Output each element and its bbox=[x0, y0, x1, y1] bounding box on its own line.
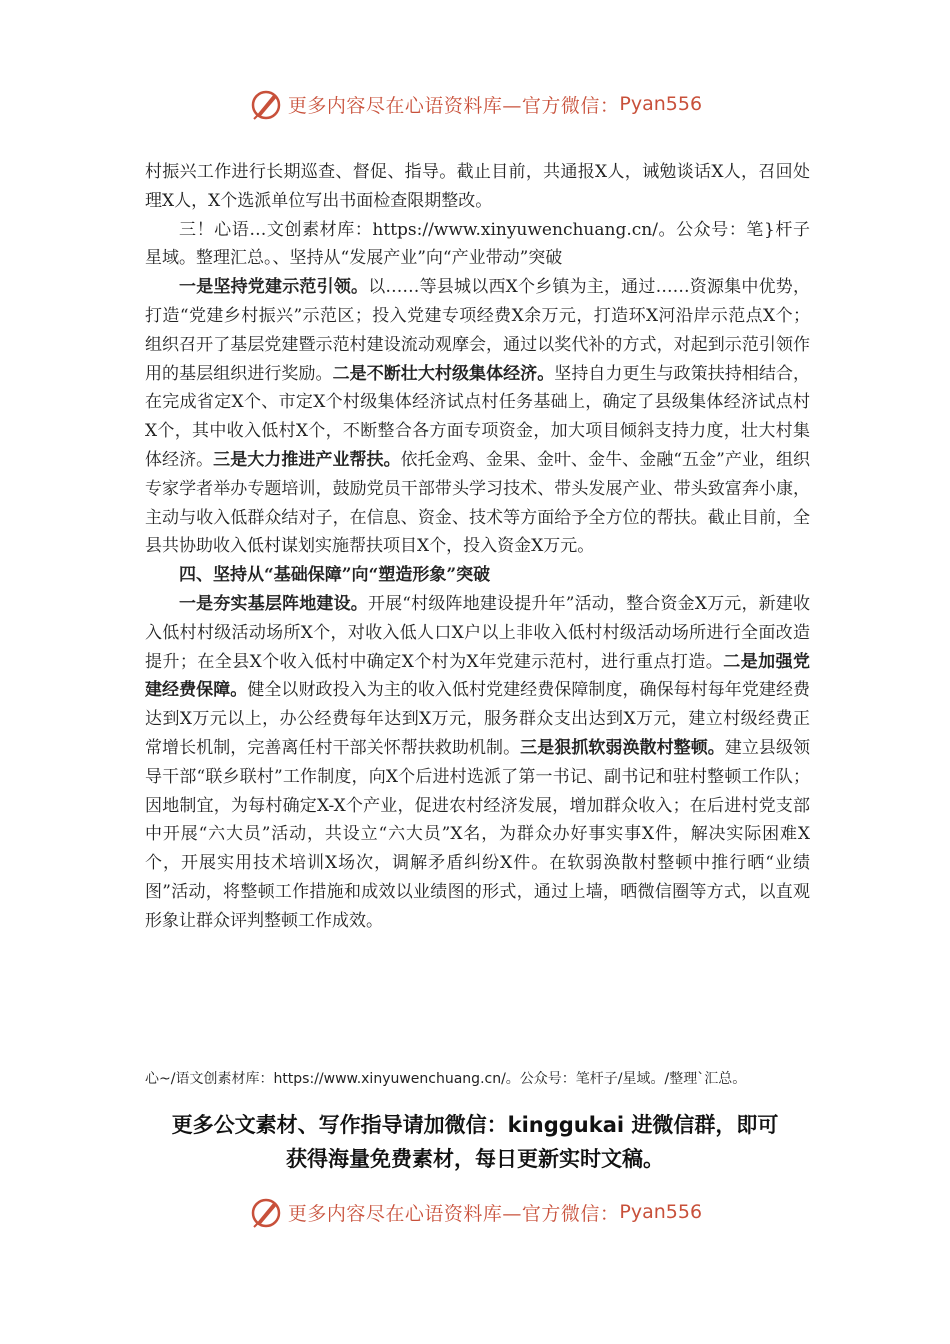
banner-text: 更多内容尽在心语资料库—官方微信： bbox=[287, 94, 620, 117]
paragraph bbox=[145, 590, 810, 936]
bold-heading-text: 四、坚持从“基础保障”向“塑造形象”突破 bbox=[179, 565, 491, 586]
paragraph bbox=[145, 158, 810, 216]
paragraph-text: 以……等县城以西X个乡镇为主，通过……资源集中优势，打造“党建乡村振兴”示范区；投入党建专项经费X余万元，打造环X河沿岸示范点X个；组织召开了基层党建暨示范村建设流动观摩会，通过以奖代补的方式，对起到示范引领作用的基层组织进行奖励。 bbox=[145, 277, 810, 384]
paragraph-text: 建立县级领导干部“联乡联村”工作制度，向X个后进村选派了第一书记、副书记和驻村整顿工作队；因地制宜，为每村确定X-X个产业，促进农村经济发展，增加群众收入；在后进村党支部中开展“六大员”活动，共设立“六大员”X名，为群众办好事实事X件，解决实际困难X个，开展实用技术培训X场次，调解矛盾纠纷X件。在软弱涣散村整顿中推行晒“业绩图”活动，将整顿工作措施和成效以业绩图的形式，通过上墙，晒微信圈等方式，以直观形象让群众评判整顿工作成效。 bbox=[145, 737, 811, 931]
paragraph-text: 健全以财政投入为主的收入低村党建经费保障制度，确保每村每年党建经费达到X万元以上，办公经费每年达到X万元，服务群众支出达到X万元，建立村级经费正常增长机制，完善离任村干部关怀帮扶救助机制。 bbox=[145, 680, 811, 758]
paragraph-text: 村振兴工作进行长期巡查、督促、指导。截止目前，共通报X人，诫勉谈话X人，召回处理X人，X个选派单位写出书面检查限期整改。 bbox=[145, 162, 810, 211]
bold-heading-text: 一是坚持党建示范引领。 bbox=[179, 277, 369, 298]
footer-banner bbox=[0, 1190, 950, 1234]
bold-heading-text: 二是加强党建经费保障。 bbox=[145, 651, 811, 701]
quill-logo-icon bbox=[248, 1194, 284, 1230]
banner-text: 更多内容尽在心语资料库—官方微信： bbox=[287, 1202, 620, 1225]
paragraph bbox=[145, 216, 810, 274]
banner-wechat-id: Pyan556 bbox=[619, 1201, 703, 1223]
promo-line-1: 更多公文素材、写作指导请加微信：kinggukai 进微信群，即可 bbox=[171, 1113, 779, 1137]
bold-heading-text: 三是大力推进产业帮扶。 bbox=[213, 449, 401, 470]
footnote: 心~/语文创素材库：https://www.xinyuwenchuang.cn/。公众号：笔杆子/星域。/整理`汇总。 bbox=[145, 1071, 747, 1087]
bold-heading-text: 二是不断壮大村级集体经济。 bbox=[332, 363, 555, 384]
promo-block bbox=[100, 1108, 850, 1176]
banner-wechat-id: Pyan556 bbox=[619, 93, 703, 115]
paragraph-text: 开展“村级阵地建设提升年”活动，整合资金X万元，新建收入低村村级活动场所X个，对收入低人口X户以上非收入低村村级活动场所进行全面改造提升；在全县X个收入低村中确定X个村为X年党建示范村，进行重点打造。 bbox=[145, 593, 810, 672]
promo-line-2: 获得海量免费素材，每日更新实时文稿。 bbox=[286, 1147, 664, 1171]
paragraph-text: 三！心语…文创素材库：https://www.xinyuwenchuang.cn/。公众号：笔}杆子星域。整理汇总。、坚持从“发展产业”向“产业带动”突破 bbox=[145, 219, 810, 269]
quill-logo-icon bbox=[248, 86, 284, 122]
bold-heading-text: 一是夯实基层阵地建设。 bbox=[179, 593, 368, 614]
paragraph-text: 依托金鸡、金果、金叶、金牛、金融“五金”产业，组织专家学者举办专题培训，鼓励党员干部带头学习技术、带头发展产业、带头致富奔小康，主动与收入低群众结对子，在信息、资金、技术等方面给予全方位的帮扶。截止目前，全县共协助收入低村谋划实施帮扶项目X个，投入资金X万元。 bbox=[145, 449, 811, 557]
bold-heading-text: 三是狠抓软弱涣散村整顿。 bbox=[520, 737, 725, 758]
paragraph bbox=[145, 273, 810, 561]
document-body bbox=[145, 158, 810, 936]
paragraph-text: 坚持自力更生与政策扶持相结合，在完成省定X个、市定X个村级集体经济试点村任务基础上，确定了县级集体经济试点村X个，其中收入低村X个，不断整合各方面专项资金，加大项目倾斜支持力度，壮大村集体经济。 bbox=[145, 363, 811, 470]
header-banner bbox=[0, 82, 950, 126]
paragraph bbox=[145, 561, 810, 590]
